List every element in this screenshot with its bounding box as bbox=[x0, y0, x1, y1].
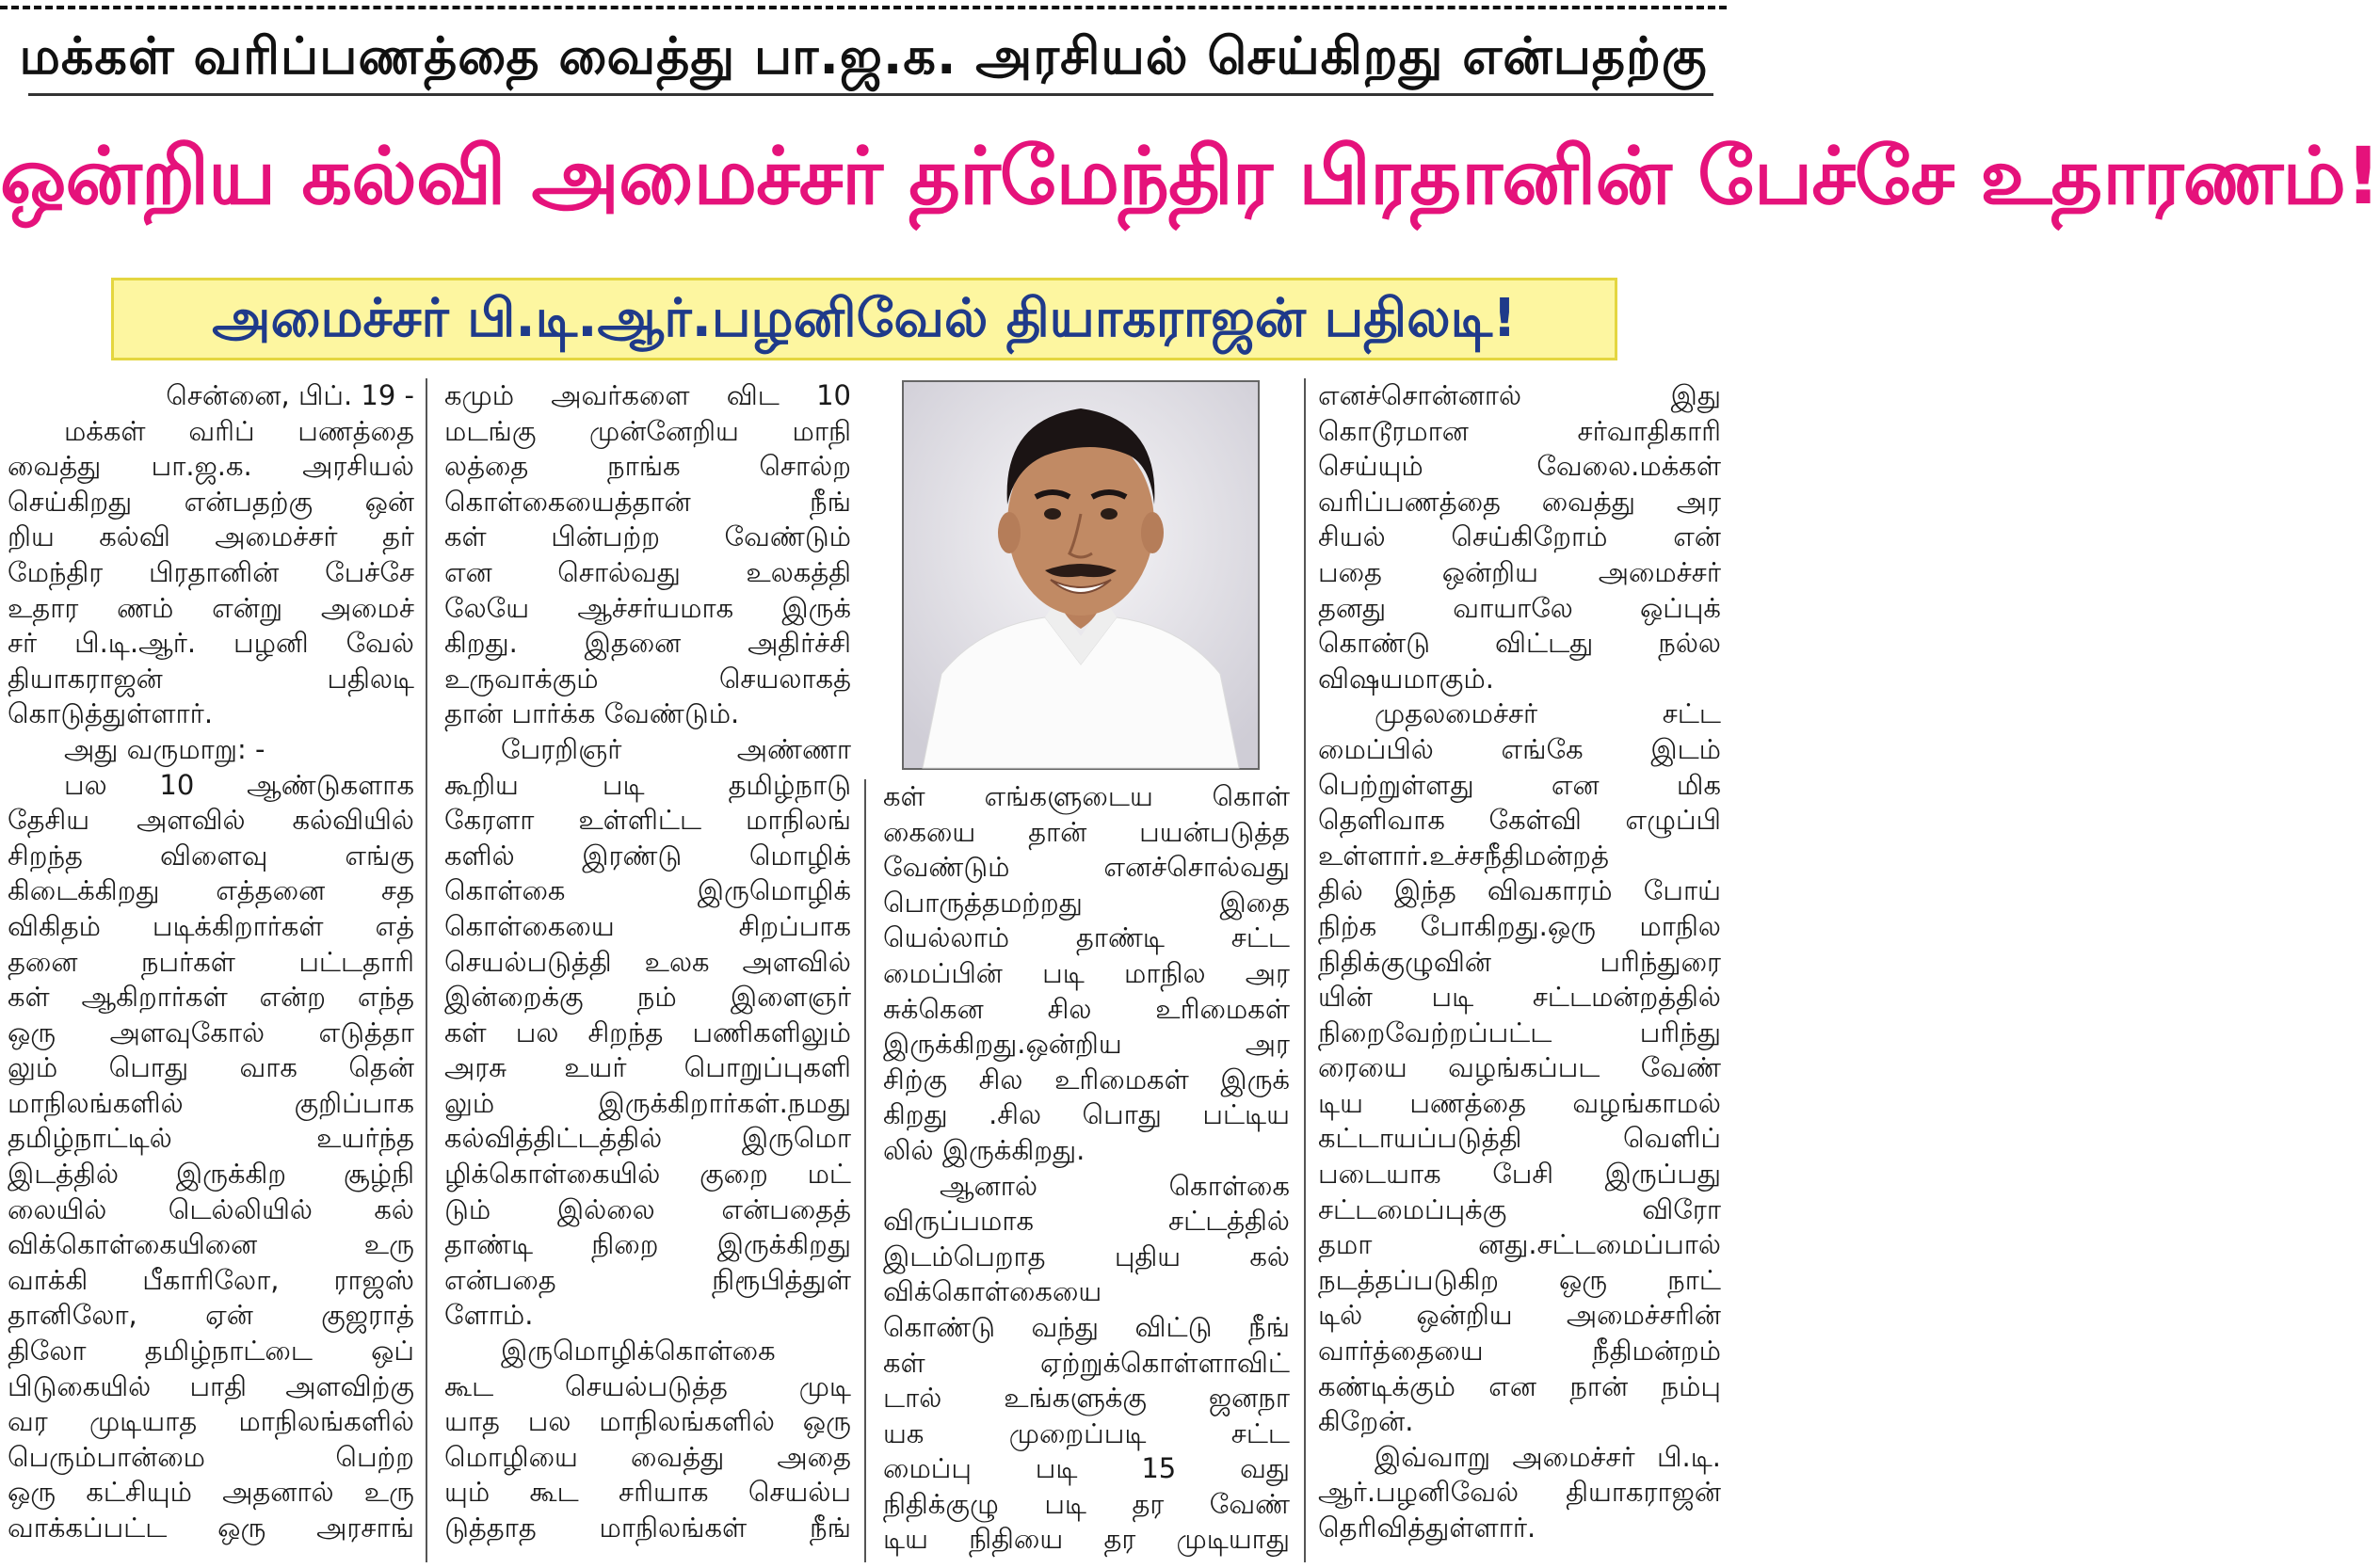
article-line: ஆர்.பழனிவேல் தியாகராஜன் bbox=[1318, 1476, 1721, 1509]
article-line: நிதிக்குழுவின் பரிந்துரை bbox=[1318, 945, 1721, 978]
article-line: யின் படி சட்டமன்றத்தில் bbox=[1318, 981, 1721, 1014]
article-line: அது வருமாறு: - bbox=[64, 732, 265, 765]
article-line: தெரிவித்துள்ளார். bbox=[1318, 1512, 1536, 1544]
column-divider-2 bbox=[864, 779, 866, 1562]
article-line: கள் ஏற்றுக்கொள்ளாவிட் bbox=[883, 1346, 1290, 1379]
article-line: சிறந்த விளைவு எங்கு bbox=[8, 839, 414, 872]
article-line: கூறிய படி தமிழ்நாடு bbox=[444, 768, 851, 801]
article-line: படையாக பேசி இருப்பது bbox=[1318, 1158, 1721, 1191]
article-line: தானிலோ, ஏன் குஜராத் bbox=[8, 1299, 414, 1332]
article-line: ளோம். bbox=[444, 1299, 534, 1332]
article-line: சிற்கு சில உரிமைகள் இருக் bbox=[883, 1063, 1290, 1096]
article-line: வாக்கப்பட்ட ஒரு அரசாங் bbox=[8, 1512, 414, 1544]
article-line: மொழியை வைத்து அதை bbox=[444, 1440, 851, 1473]
article-line: லில் இருக்கிறது. bbox=[883, 1133, 1085, 1166]
article-line: சட்டமைப்புக்கு விரோ bbox=[1318, 1192, 1721, 1225]
article-column-3 bbox=[883, 779, 1290, 1558]
article-line: தனது வாயாலே ஒப்புக் bbox=[1318, 591, 1721, 624]
article-line: ஆனால் கொள்கை bbox=[940, 1169, 1290, 1202]
article-line: தெளிவாக கேள்வி எழுப்பி bbox=[1318, 804, 1721, 837]
article-line: செயல்படுத்தி உலக அளவில் bbox=[444, 945, 851, 978]
article-line: கொடூரமான சர்வாதிகாரி bbox=[1318, 414, 1721, 447]
article-line: கொள்கை இருமொழிக் bbox=[444, 874, 851, 907]
article-line: றிய கல்வி அமைச்சர் தர் bbox=[8, 520, 414, 553]
article-line: எனச்சொன்னால் இது bbox=[1318, 379, 1721, 411]
article-line: கையை தான் பயன்படுத்த bbox=[883, 815, 1290, 848]
article-line: தமிழ்நாட்டில் உயர்ந்த bbox=[8, 1122, 414, 1155]
article-line: ரையை வழங்கப்பட வேண் bbox=[1318, 1051, 1721, 1084]
article-line: இருமொழிக்கொள்கை bbox=[501, 1335, 776, 1368]
article-line: நிற்க போகிறது.ஒரு மாநில bbox=[1318, 909, 1721, 942]
article-line: லையில் டெல்லியில் கல் bbox=[8, 1192, 414, 1225]
article-line: லும் இருக்கிறார்கள்.நமது bbox=[444, 1086, 851, 1119]
article-line: மைப்பின் படி மாநில அர bbox=[883, 956, 1290, 989]
article-line: மைப்பில் எங்கே இடம் bbox=[1318, 732, 1721, 765]
article-line: செய்கிறது என்பதற்கு ஒன் bbox=[8, 485, 414, 518]
article-line: வாக்கி பீகாரிலோ, ராஜஸ் bbox=[8, 1263, 414, 1296]
article-line: கொண்டு விட்டது நல்ல bbox=[1318, 627, 1721, 660]
article-line: இன்றைக்கு நம் இளைஞர் bbox=[444, 981, 851, 1014]
article-line: வர முடியாத மாநிலங்களில் bbox=[8, 1405, 414, 1438]
subheadline-box bbox=[111, 278, 1617, 360]
article-line: கிறது. இதனை அதிர்ச்சி bbox=[444, 627, 851, 660]
portrait-illustration bbox=[904, 382, 1258, 768]
article-line: கிடைக்கிறது எத்தனை சத bbox=[8, 874, 414, 907]
article-line: என்பதை நிரூபித்துள் bbox=[444, 1263, 851, 1296]
article-line: கொண்டு வந்து விட்டு நீங் bbox=[883, 1310, 1290, 1343]
article-line: பேரறிஞர் அண்ணா bbox=[501, 732, 851, 765]
article-line: கிறேன். bbox=[1318, 1405, 1414, 1438]
article-column-2 bbox=[444, 378, 851, 1546]
article-line: லேயே ஆச்சர்யமாக இருக் bbox=[444, 591, 851, 624]
article-line: தான் பார்க்க வேண்டும். bbox=[444, 697, 740, 730]
article-line: இவ்வாறு அமைச்சர் பி.டி. bbox=[1375, 1440, 1721, 1473]
article-line: கண்டிக்கும் என நான் நம்பு bbox=[1318, 1369, 1721, 1402]
article-line: உதார ணம் என்று அமைச் bbox=[8, 591, 414, 624]
article-line: கள் பல சிறந்த பணிகளிலும் bbox=[444, 1016, 851, 1048]
article-line: லும் பொது வாக தென் bbox=[8, 1051, 414, 1084]
article-line: விகிதம் படிக்கிறார்கள் எத் bbox=[8, 909, 414, 942]
article-line: களில் இரண்டு மொழிக் bbox=[444, 839, 851, 872]
article-line: வைத்து பா.ஜ.க. அரசியல் bbox=[8, 450, 414, 483]
article-line: டுத்தாத மாநிலங்கள் நீங் bbox=[444, 1512, 851, 1544]
article-line: ழிக்கொள்கையில் குறை மட் bbox=[444, 1158, 851, 1191]
article-line: டிய நிதியை தர முடியாது bbox=[883, 1523, 1290, 1556]
article-line: சென்னை, பிப். 19 - bbox=[166, 379, 414, 411]
column-divider-3 bbox=[1304, 378, 1306, 1562]
article-line: மாநிலங்களில் குறிப்பாக bbox=[8, 1086, 414, 1119]
article-line: இடம்பெறாத புதிய கல் bbox=[883, 1240, 1290, 1272]
article-line: உருவாக்கும் செயலாகத் bbox=[444, 662, 851, 695]
article-line: மடங்கு முன்னேறிய மாநி bbox=[444, 414, 851, 447]
article-line: இருக்கிறது.ஒன்றிய அர bbox=[883, 1028, 1290, 1061]
article-line: தமா னது.சட்டமைப்பால் bbox=[1318, 1228, 1721, 1261]
article-line: கட்டாயப்படுத்தி வெளிப் bbox=[1318, 1122, 1721, 1155]
article-line: தனை நபர்கள் பட்டதாரி bbox=[8, 945, 414, 978]
article-line: பல 10 ஆண்டுகளாக bbox=[64, 768, 414, 801]
article-line: சியல் செய்கிறோம் என் bbox=[1318, 520, 1721, 553]
article-line: தியாகராஜன் பதிலடி bbox=[8, 662, 414, 695]
article-line: வரிப்பணத்தை வைத்து அர bbox=[1318, 485, 1721, 518]
article-line: டிய பணத்தை வழங்காமல் bbox=[1318, 1086, 1721, 1119]
article-line: ஒரு கட்சியும் அதனால் உரு bbox=[8, 1476, 414, 1509]
article-line: இடத்தில் இருக்கிற சூழ்நி bbox=[8, 1158, 414, 1191]
article-line: விஷயமாகும். bbox=[1318, 662, 1494, 695]
article-line: லத்தை நாங்க சொல்ற bbox=[444, 450, 851, 483]
main-headline: ஒன்றிய கல்வி அமைச்சர் தர்மேந்திர பிரதானின் பேச்சே உதாரணம்! bbox=[0, 130, 2380, 222]
article-line: பெரும்பான்மை பெற்ற bbox=[8, 1440, 414, 1473]
article-line: விக்கொள்கையை bbox=[883, 1275, 1102, 1308]
kicker-headline: மக்கள் வரிப்பணத்தை வைத்து பா.ஜ.க. அரசியல் செய்கிறது என்பதற்கு bbox=[19, 26, 1708, 86]
article-line: ஒரு அளவுகோல் எடுத்தா bbox=[8, 1016, 414, 1048]
article-line: யெல்லாம் தாண்டி சட்ட bbox=[883, 921, 1290, 954]
top-dashed-border bbox=[0, 6, 1727, 9]
portrait-photo bbox=[902, 380, 1260, 770]
article-line: யாத பல மாநிலங்களில் ஒரு bbox=[444, 1405, 851, 1438]
article-line: நிறைவேற்றப்பட்ட பரிந்து bbox=[1318, 1016, 1721, 1048]
article-line: டும் இல்லை என்பதைத் bbox=[444, 1192, 851, 1225]
article-line: உள்ளார்.உச்சநீதிமன்றத் bbox=[1318, 839, 1610, 872]
article-line: கூட செயல்படுத்த முடி bbox=[444, 1369, 851, 1402]
article-line: கொடுத்துள்ளார். bbox=[8, 697, 214, 730]
article-line: வேண்டும் எனச்சொல்வது bbox=[883, 851, 1290, 884]
article-column-1 bbox=[8, 378, 414, 1546]
article-line: தேசிய அளவில் கல்வியில் bbox=[8, 804, 414, 837]
subheadline: அமைச்சர் பி.டி.ஆர்.பழனிவேல் தியாகராஜன் பதிலடி! bbox=[212, 288, 1517, 349]
article-line: திலோ தமிழ்நாட்டை ஒப் bbox=[8, 1335, 414, 1368]
article-line: கொள்கையை சிறப்பாக bbox=[444, 909, 851, 942]
article-line: பதை ஒன்றிய அமைச்சர் bbox=[1318, 555, 1721, 588]
article-line: கேரளா உள்ளிட்ட மாநிலங் bbox=[444, 804, 851, 837]
article-line: தில் இந்த விவகாரம் போய் bbox=[1318, 874, 1721, 907]
article-line: கள் பின்பற்ற வேண்டும் bbox=[444, 520, 851, 553]
article-line: டில் ஒன்றிய அமைச்சரின் bbox=[1318, 1299, 1721, 1332]
article-line: நிதிக்குழு படி தர வேண் bbox=[883, 1487, 1290, 1520]
article-line: மைப்பு படி 15 வது bbox=[883, 1452, 1290, 1485]
article-line: கிறது .சில பொது பட்டிய bbox=[883, 1098, 1290, 1131]
article-line: விருப்பமாக சட்டத்தில் bbox=[883, 1205, 1290, 1238]
article-line: சர் பி.டி.ஆர். பழனி வேல் bbox=[8, 627, 414, 660]
article-line: கொள்கையைத்தான் நீங் bbox=[444, 485, 851, 518]
column-divider-1 bbox=[426, 378, 427, 1562]
article-line: யும் கூட சரியாக செயல்ப bbox=[444, 1476, 851, 1509]
article-line: அரசு உயர் பொறுப்புகளி bbox=[444, 1051, 851, 1084]
article-line: கல்வித்திட்டத்தில் இருமொ bbox=[444, 1122, 851, 1155]
article-column-4 bbox=[1318, 378, 1721, 1546]
article-line: செய்யும் வேலை.மக்கள் bbox=[1318, 450, 1721, 483]
article-line: கள் எங்களுடைய கொள் bbox=[883, 780, 1290, 812]
article-line: நடத்தப்படுகிற ஒரு நாட் bbox=[1318, 1263, 1721, 1296]
article-line: கள் ஆகிறார்கள் என்ற எந்த bbox=[8, 981, 414, 1014]
article-line: பெற்றுள்ளது என மிக bbox=[1318, 768, 1721, 801]
article-line: பொருத்தமற்றது இதை bbox=[883, 886, 1290, 919]
article-line: மக்கள் வரிப் பணத்தை bbox=[64, 414, 414, 447]
article-line: பிடுகையில் பாதி அளவிற்கு bbox=[8, 1369, 414, 1402]
article-line: யக முறைப்படி சட்ட bbox=[883, 1416, 1290, 1449]
article-line: தாண்டி நிறை இருக்கிறது bbox=[444, 1228, 851, 1261]
article-line: விக்கொள்கையினை உரு bbox=[8, 1228, 414, 1261]
article-line: டால் உங்களுக்கு ஜனநா bbox=[883, 1382, 1290, 1415]
article-line: சுக்கென சில உரிமைகள் bbox=[883, 992, 1290, 1025]
article-line: மேந்திர பிரதானின் பேச்சே bbox=[8, 555, 414, 588]
article-line: வார்த்தையை நீதிமன்றம் bbox=[1318, 1335, 1721, 1368]
article-line: கமும் அவர்களை விட 10 bbox=[444, 379, 851, 411]
kicker-rule bbox=[28, 93, 1713, 96]
article-line: முதலமைச்சர் சட்ட bbox=[1375, 697, 1721, 730]
article-line: என சொல்வது உலகத்தி bbox=[444, 555, 851, 588]
